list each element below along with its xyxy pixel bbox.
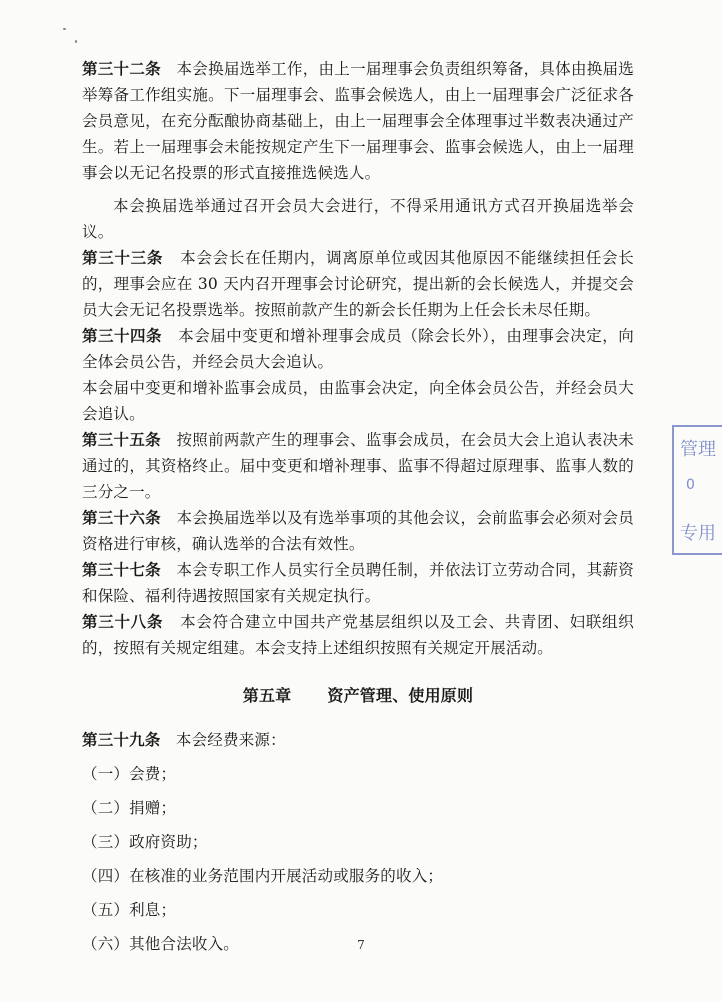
list-item: （三）政府资助； xyxy=(82,833,208,851)
article-32-paragraph-2 xyxy=(82,193,634,245)
article-text: 本会换届选举工作，由上一届理事会负责组织筹备，具体由换届选举筹备工作组实施。下一届理事会、监事会候选人，由上一届理事会广泛征求各会员意见，在充分酝酿协商基础上，由上一届理事会全体理事过半数表决通过产生。若上一届理事会未能按规定产生下一届理事会、监事会候选人，由上一届理事会以无记名投票的形式直接推选候选人。 xyxy=(82,60,634,182)
list-item: （五）利息； xyxy=(82,901,177,919)
list-item: （一）会费； xyxy=(82,765,177,783)
article-37 xyxy=(82,557,634,609)
article-text: 按照前两款产生的理事会、监事会成员，在会员大会上追认表决未通过的，其资格终止。届中变更和增补理事、监事不得超过原理事、监事人数的三分之一。 xyxy=(82,431,634,501)
chapter-number: 第五章 xyxy=(242,686,292,705)
scan-speck xyxy=(63,28,66,30)
article-32 xyxy=(82,56,634,186)
article-number: 第三十五条 xyxy=(82,431,161,449)
article-33 xyxy=(82,245,634,323)
article-text: 本会换届选举通过召开会员大会进行，不得采用通讯方式召开换届选举会议。 xyxy=(82,197,634,241)
article-35 xyxy=(82,427,634,505)
seal-stamp xyxy=(672,425,722,555)
list-item: （六）其他合法收入。 xyxy=(82,935,240,953)
article-number: 第三十八条 xyxy=(82,613,164,631)
article-text: 本会专职工作人员实行全员聘任制，并依法订立劳动合同，其薪资和保险、福利待遇按照国家有关规定执行。 xyxy=(82,561,634,605)
article-text: 本会符合建立中国共产党基层组织以及工会、共青团、妇联组织的，按照有关规定组建。本会支持上述组织按照有关规定开展活动。 xyxy=(82,613,634,657)
list-item: （二）捐赠； xyxy=(82,799,177,817)
article-36 xyxy=(82,505,634,557)
article-39 xyxy=(82,723,634,757)
article-38 xyxy=(82,609,634,661)
article-34 xyxy=(82,323,634,375)
scan-speck xyxy=(75,40,77,43)
article-number: 第三十三条 xyxy=(82,249,164,267)
document-body xyxy=(82,56,634,961)
article-text: 本会换届选举以及有选举事项的其他会议，会前监事会必须对会员资格进行审核，确认选举的合法有效性。 xyxy=(82,509,634,553)
article-number: 第三十九条 xyxy=(82,731,161,749)
article-number: 第三十七条 xyxy=(82,561,161,579)
chapter-title: 资产管理、使用原则 xyxy=(327,686,474,705)
article-number: 第三十六条 xyxy=(82,509,161,527)
article-number: 第三十二条 xyxy=(82,60,161,78)
stamp-text: 管理 xyxy=(680,439,716,460)
article-text: 本会经费来源： xyxy=(175,731,286,749)
stamp-text: 0 xyxy=(686,477,695,493)
article-number: 第三十四条 xyxy=(82,327,162,345)
article-34-paragraph-2 xyxy=(82,375,634,427)
article-text: 本会届中变更和增补理事会成员（除会长外），由理事会决定，向全体会员公告，并经会员大会追认。 xyxy=(82,327,634,371)
article-text: 本会届中变更和增补监事会成员，由监事会决定，向全体会员公告，并经会员大会追认。 xyxy=(82,379,634,423)
chapter-heading xyxy=(82,683,634,709)
article-text: 本会会长在任期内，调离原单位或因其他原因不能继续担任会长的，理事会应在 30 天内召开理事会讨论研究，提出新的会长候选人，并提交会员大会无记名投票选举。按照前款产生的新会长任期为上任会长未尽任期。 xyxy=(82,249,634,319)
page-number: 7 xyxy=(357,938,365,952)
stamp-text: 专用 xyxy=(680,523,716,544)
list-item: （四）在核准的业务范围内开展活动或服务的收入； xyxy=(82,867,444,885)
